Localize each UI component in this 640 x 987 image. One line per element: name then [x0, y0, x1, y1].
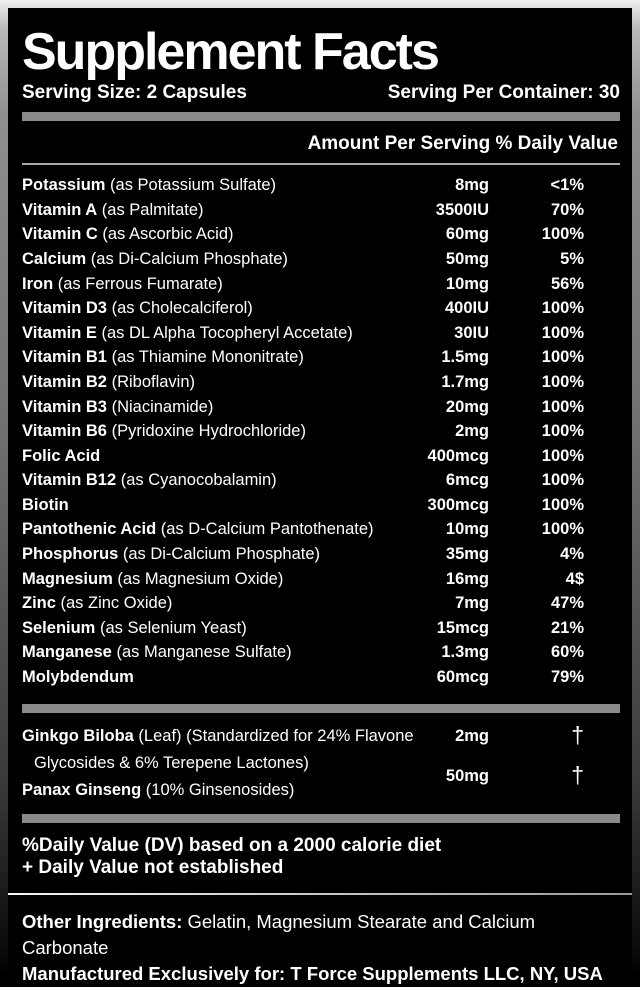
- nutrient-daily-value: 100%: [541, 397, 584, 416]
- nutrient-detail: (Niacinamide): [106, 397, 214, 416]
- nutrient-daily-value: 56%: [550, 274, 584, 293]
- nutrient-name-bold: Vitamin B2: [22, 372, 107, 391]
- nutrient-detail: (as Di-Calcium Phosphate): [118, 545, 321, 564]
- botanical-name-bold: Ginkgo Biloba: [22, 726, 134, 745]
- table-row: [22, 419, 620, 444]
- nutrient-amount: 50mg: [445, 249, 489, 268]
- nutrient-detail: (as Zinc Oxide): [55, 594, 173, 613]
- nutrient-name-bold: Folic Acid: [22, 446, 101, 465]
- nutrient-name: [22, 345, 415, 370]
- footnote-dagger: + Daily Value not established: [22, 856, 284, 878]
- nutrient-amount: 300mcg: [427, 495, 489, 514]
- table-row: [22, 345, 620, 370]
- table-row: [22, 665, 620, 690]
- nutrient-daily-value: 100%: [541, 299, 584, 318]
- nutrient-daily-value: 79%: [550, 668, 584, 687]
- table-row: [22, 198, 620, 223]
- nutrient-detail: (as Ferrous Fumarate): [53, 274, 223, 293]
- separator-bar-top: [22, 112, 620, 121]
- table-row: [22, 493, 620, 518]
- nutrient-amount: 400mcg: [427, 446, 489, 465]
- separator-bar-bottom: [22, 814, 620, 823]
- nutrient-name: [22, 444, 415, 469]
- nutrient-name-bold: Vitamin D3: [22, 299, 107, 318]
- nutrient-name-bold: Zinc: [22, 594, 56, 613]
- nutrient-amount: 3500IU: [435, 200, 489, 219]
- nutrient-name-bold: Vitamin B1: [22, 348, 107, 367]
- nutrient-daily-value: 100%: [541, 372, 584, 391]
- botanical-name-bold: Panax Ginseng: [22, 780, 142, 799]
- nutrient-name: [22, 321, 415, 346]
- nutrient-name-bold: Manganese: [22, 643, 112, 662]
- nutrient-daily-value: 5%: [560, 249, 584, 268]
- nutrient-name-bold: Selenium: [22, 618, 96, 637]
- nutrient-amount: 1.7mg: [441, 372, 489, 391]
- servings-per-container: Serving Per Container: 30: [387, 82, 620, 104]
- nutrient-name: [22, 419, 415, 444]
- nutrient-daily-value: 100%: [541, 422, 584, 441]
- column-header: Amount Per Serving % Daily Value: [307, 133, 618, 155]
- table-row: [22, 272, 620, 297]
- botanical-detail: (Leaf) (Standardized for 24% Flavone: [133, 726, 414, 745]
- nutrient-name-bold: Vitamin C: [22, 225, 98, 244]
- botanical-section: [22, 723, 620, 804]
- nutrient-amount: 60mcg: [436, 668, 489, 687]
- nutrient-daily-value: 70%: [550, 200, 584, 219]
- dagger-icon: †: [571, 721, 584, 748]
- nutrient-detail: (as Manganese Sulfate): [111, 643, 292, 662]
- nutrient-amount: 30IU: [454, 323, 489, 342]
- nutrient-daily-value: 100%: [541, 471, 584, 490]
- nutrient-detail: (as Potassium Sulfate): [105, 176, 277, 195]
- nutrient-detail: (Riboflavin): [106, 372, 196, 391]
- nutrient-name-bold: Vitamin E: [22, 323, 97, 342]
- table-row: [22, 296, 620, 321]
- nutrient-detail: (Pyridoxine Hydrochloride): [106, 422, 306, 441]
- nutrient-amount: 60mg: [445, 225, 489, 244]
- nutrient-name: [22, 370, 415, 395]
- header-divider: [22, 163, 620, 165]
- table-row: [22, 468, 620, 493]
- nutrient-amount: 1.5mg: [441, 348, 489, 367]
- nutrient-daily-value: 21%: [550, 618, 584, 637]
- nutrient-daily-value: 4$: [565, 569, 584, 588]
- nutrient-detail: (as Selenium Yeast): [95, 618, 247, 637]
- nutrient-name: [22, 272, 415, 297]
- botanical-detail-line2: Glycosides & 6% Terepene Lactones): [34, 753, 309, 772]
- nutrient-amount: 10mg: [445, 274, 489, 293]
- nutrient-name-bold: Pantothenic Acid: [22, 520, 157, 539]
- table-row: [22, 173, 620, 198]
- nutrient-detail: (as Palmitate): [97, 200, 204, 219]
- nutrient-detail: (as Magnesium Oxide): [112, 569, 284, 588]
- table-row: [22, 370, 620, 395]
- separator-bar-mid: [22, 704, 620, 713]
- serving-info-row: [22, 82, 620, 104]
- nutrient-daily-value: 60%: [550, 643, 584, 662]
- nutrient-name-bold: Magnesium: [22, 569, 113, 588]
- nutrient-name: [22, 665, 415, 690]
- nutrient-daily-value: 47%: [550, 594, 584, 613]
- table-row: [22, 640, 620, 665]
- botanical-amount: 2mg: [455, 726, 489, 745]
- nutrient-daily-value: 100%: [541, 348, 584, 367]
- other-ingredients-label: Other Ingredients:: [22, 910, 183, 932]
- botanical-name: [22, 723, 415, 777]
- nutrient-name-bold: Vitamin A: [22, 200, 98, 219]
- nutrient-name: [22, 591, 415, 616]
- nutrient-daily-value: 100%: [541, 446, 584, 465]
- table-row: [22, 542, 620, 567]
- nutrient-name-bold: Phosphorus: [22, 545, 119, 564]
- dagger-icon: †: [571, 761, 584, 788]
- nutrient-name: [22, 198, 415, 223]
- nutrient-name: [22, 395, 415, 420]
- supplement-facts-panel: [8, 8, 632, 984]
- nutrient-daily-value: 4%: [560, 545, 584, 564]
- nutrient-name-bold: Vitamin B12: [22, 471, 117, 490]
- nutrient-amount: 8mg: [455, 176, 489, 195]
- nutrient-table: [22, 173, 620, 689]
- table-row: [22, 222, 620, 247]
- nutrient-amount: 20mg: [445, 397, 489, 416]
- table-row: [22, 321, 620, 346]
- nutrient-daily-value: 100%: [541, 495, 584, 514]
- nutrient-amount: 6mcg: [445, 471, 489, 490]
- nutrient-detail: (as D-Calcium Pantothenate): [156, 520, 374, 539]
- botanical-detail: (10% Ginsenosides): [141, 780, 295, 799]
- nutrient-name: [22, 222, 415, 247]
- nutrient-name: [22, 517, 415, 542]
- nutrient-name: [22, 567, 415, 592]
- table-row: [22, 517, 620, 542]
- table-row: [22, 247, 620, 272]
- nutrient-name-bold: Vitamin B6: [22, 422, 107, 441]
- nutrient-daily-value: <1%: [550, 176, 584, 195]
- table-row: [22, 395, 620, 420]
- table-row: [22, 616, 620, 641]
- serving-size: Serving Size: 2 Capsules: [22, 82, 247, 104]
- footnote-block: [22, 835, 620, 879]
- nutrient-name: [22, 542, 415, 567]
- nutrient-name: [22, 493, 415, 518]
- other-ingredients-line: [22, 909, 620, 961]
- nutrient-name-bold: Vitamin B3: [22, 397, 107, 416]
- nutrient-name: [22, 640, 415, 665]
- nutrient-name: [22, 296, 415, 321]
- nutrient-amount: 10mg: [445, 520, 489, 539]
- nutrient-name-bold: Calcium: [22, 249, 87, 268]
- nutrient-name-bold: Molybdendum: [22, 668, 134, 687]
- table-row: [22, 567, 620, 592]
- panel-bottom-border: [8, 893, 632, 895]
- nutrient-daily-value: 100%: [541, 323, 584, 342]
- nutrient-name: [22, 173, 415, 198]
- nutrient-amount: 400IU: [444, 299, 489, 318]
- nutrient-name: [22, 468, 415, 493]
- botanical-amount: 50mg: [445, 766, 489, 785]
- nutrient-detail: (as Cyanocobalamin): [116, 471, 277, 490]
- nutrient-name: [22, 247, 415, 272]
- nutrient-detail: (as Di-Calcium Phosphate): [86, 249, 288, 268]
- nutrient-amount: 15mcg: [436, 618, 489, 637]
- nutrient-detail: (as DL Alpha Tocopheryl Accetate): [96, 323, 353, 342]
- nutrient-daily-value: 100%: [541, 520, 584, 539]
- nutrient-amount: 2mg: [455, 422, 489, 441]
- nutrient-daily-value: 100%: [541, 225, 584, 244]
- nutrient-name-bold: Biotin: [22, 495, 69, 514]
- nutrient-name: [22, 616, 415, 641]
- table-row: [22, 591, 620, 616]
- nutrient-detail: (as Thiamine Mononitrate): [106, 348, 304, 367]
- nutrient-detail: (as Ascorbic Acid): [97, 225, 234, 244]
- manufactured-line: Manufactured Exclusively for: T Force Supplements LLC, NY, USA: [22, 962, 603, 984]
- botanical-name: [22, 777, 415, 804]
- nutrient-amount: 16mg: [445, 569, 489, 588]
- other-ingredients-text: Gelatin, Magnesium Stearate and Calcium Carbonate: [22, 910, 536, 958]
- nutrient-detail: (as Cholecalciferol): [106, 299, 253, 318]
- page-title: Supplement Facts: [22, 23, 438, 81]
- table-row: [22, 444, 620, 469]
- nutrient-amount: 35mg: [445, 545, 489, 564]
- footnote-dv: %Daily Value (DV) based on a 2000 calorie diet: [22, 834, 442, 856]
- nutrient-amount: 1.3mg: [441, 643, 489, 662]
- nutrient-name-bold: Iron: [22, 274, 54, 293]
- nutrient-name-bold: Potassium: [22, 176, 106, 195]
- nutrient-amount: 7mg: [455, 594, 489, 613]
